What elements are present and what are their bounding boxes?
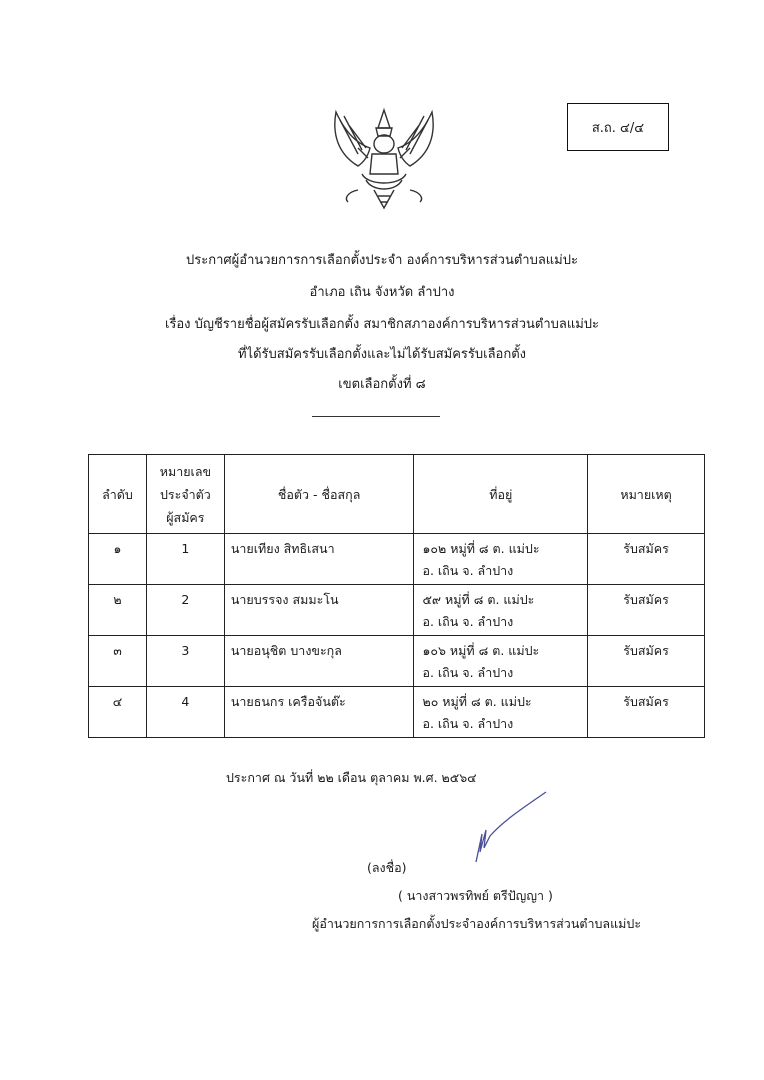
- garuda-emblem-icon: [328, 104, 440, 212]
- heading-divider: [312, 416, 440, 417]
- candidates-table: [88, 454, 705, 738]
- cell-name: นายเทียง สิทธิเสนา: [224, 534, 414, 585]
- cell-order: ๔: [89, 687, 147, 738]
- cell-remark: รับสมัคร: [588, 585, 705, 636]
- cell-name: นายอนุชิต บางขะกุล: [224, 636, 414, 687]
- cell-remark: รับสมัคร: [588, 636, 705, 687]
- cell-remark: รับสมัคร: [588, 687, 705, 738]
- cell-address: ๒๐ หมู่ที่ ๘ ต. แม่ปะ อ. เถิน จ. ลำปาง: [414, 687, 588, 738]
- header-order: ลำดับ: [89, 455, 147, 534]
- header-candidate-number: หมายเลข ประจำตัว ผู้สมัคร: [146, 455, 224, 534]
- cell-number: 4: [146, 687, 224, 738]
- cell-address: ๕๙ หมู่ที่ ๘ ต. แม่ปะ อ. เถิน จ. ลำปาง: [414, 585, 588, 636]
- heading-subject: เรื่อง บัญชีรายชื่อผู้สมัครรับเลือกตั้ง สมาชิกสภาองค์การบริหารส่วนตำบลแม่ปะ: [164, 317, 600, 332]
- heading-district: เขตเลือกตั้งที่ ๘: [338, 377, 426, 392]
- cell-address: ๑๐๖ หมู่ที่ ๘ ต. แม่ปะ อ. เถิน จ. ลำปาง: [414, 636, 588, 687]
- cell-order: ๒: [89, 585, 147, 636]
- heading-line-2: อำเภอ เถิน จังหวัด ลำปาง: [309, 285, 455, 300]
- heading-line-1: ประกาศผู้อำนวยการการเลือกตั้งประจำ องค์การบริหารส่วนตำบลแม่ปะ: [186, 253, 578, 268]
- cell-name: นายบรรจง สมมะโน: [224, 585, 414, 636]
- header-remark: หมายเหตุ: [588, 455, 705, 534]
- form-code-box: [567, 103, 669, 151]
- cell-name: นายธนกร เครือจันต๊ะ: [224, 687, 414, 738]
- cell-number: 3: [146, 636, 224, 687]
- header-name: ชื่อตัว - ชื่อสกุล: [224, 455, 414, 534]
- header-address: ที่อยู่: [414, 455, 588, 534]
- table-header-row: [89, 455, 705, 534]
- table-row: [89, 585, 705, 636]
- cell-number: 1: [146, 534, 224, 585]
- announcement-date: ประกาศ ณ วันที่ ๒๒ เดือน ตุลาคม พ.ศ. ๒๕๖๔: [226, 770, 477, 785]
- cell-remark: รับสมัคร: [588, 534, 705, 585]
- cell-address: ๑๐๒ หมู่ที่ ๘ ต. แม่ปะ อ. เถิน จ. ลำปาง: [414, 534, 588, 585]
- table-row: [89, 636, 705, 687]
- table-row: [89, 687, 705, 738]
- signature-icon: [470, 790, 550, 865]
- cell-order: ๓: [89, 636, 147, 687]
- heading-line-4: ที่ได้รับสมัครรับเลือกตั้งและไม่ได้รับสมัครรับเลือกตั้ง: [237, 347, 527, 362]
- cell-order: ๑: [89, 534, 147, 585]
- signed-label: (ลงชื่อ): [367, 860, 407, 875]
- signer-title: ผู้อำนวยการการเลือกตั้งประจำองค์การบริหารส่วนตำบลแม่ปะ: [312, 916, 642, 931]
- cell-number: 2: [146, 585, 224, 636]
- table-row: [89, 534, 705, 585]
- form-code: ส.ถ. ๔/๔: [591, 120, 645, 136]
- signer-name: ( นางสาวพรทิพย์ ตรีปัญญา ): [398, 888, 553, 903]
